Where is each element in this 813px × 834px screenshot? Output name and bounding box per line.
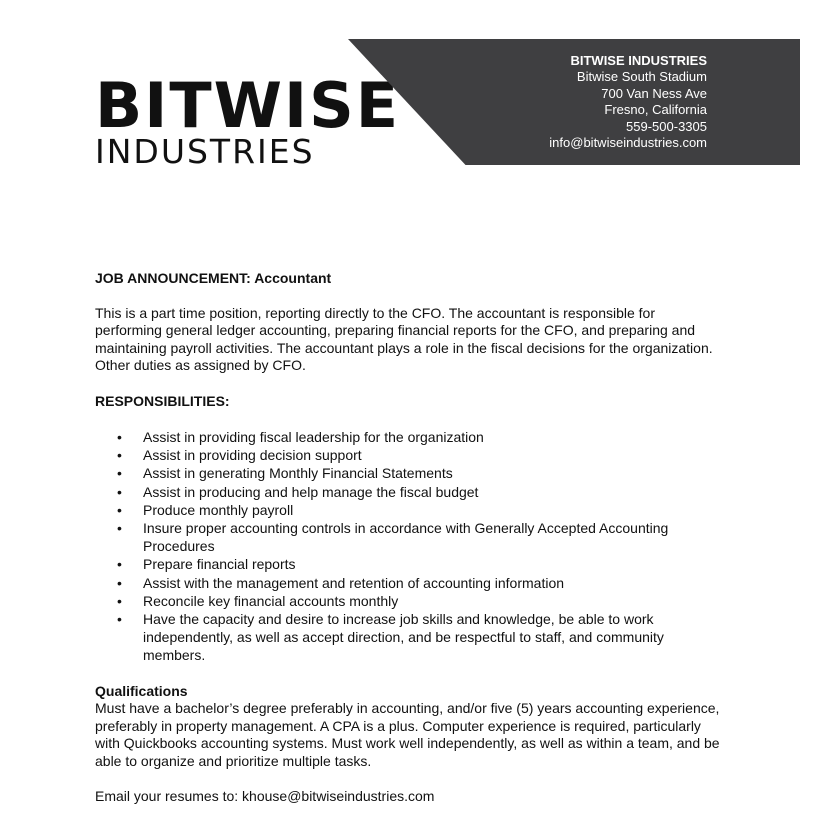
- phone-number: 559-500-3305: [626, 118, 707, 134]
- bullet-icon: •: [117, 556, 122, 573]
- responsibilities-list: [95, 428, 725, 665]
- logo-wordmark-top: BITWISE: [95, 69, 401, 142]
- bullet-icon: •: [117, 501, 122, 518]
- bullet-icon: •: [117, 483, 122, 500]
- list-item: • Have the capacity and desire to increase job skills and knowledge, be able to work independently, as well as accept direction, and be respectful to staff, and community members.: [117, 611, 664, 664]
- logo-wordmark-bottom: INDUSTRIES: [95, 132, 315, 171]
- bullet-icon: •: [117, 592, 122, 609]
- document-body: [95, 270, 725, 806]
- job-intro: This is a part time position, reporting directly to the CFO. The accountant is responsible for performing general ledger accounting, preparing financial reports for the CFO, and preparing and maintaining payroll activities. The accountant plays a role in the fiscal decisions for the organization. Other duties as assigned by CFO.: [95, 304, 713, 373]
- company-name: BITWISE INDUSTRIES: [570, 53, 707, 68]
- bullet-icon: •: [117, 611, 122, 628]
- list-item: • Produce monthly payroll: [117, 501, 294, 518]
- bullet-icon: •: [117, 447, 122, 464]
- list-item: • Insure proper accounting controls in accordance with Generally Accepted Accounting Procedures: [117, 520, 669, 555]
- list-item: • Reconcile key financial accounts monthly: [117, 592, 399, 609]
- responsibilities-heading: RESPONSIBILITIES:: [95, 392, 230, 409]
- bullet-icon: •: [117, 429, 122, 445]
- list-item: • Assist in producing and help manage the fiscal budget: [117, 483, 479, 500]
- list-item: • Assist in providing decision support: [117, 447, 362, 464]
- contact-email: info@bitwiseindustries.com: [549, 135, 707, 151]
- qualifications-heading: Qualifications: [95, 682, 188, 699]
- list-item: • Assist in providing fiscal leadership for the organization: [117, 429, 484, 445]
- bullet-icon: •: [117, 574, 122, 591]
- bullet-icon: •: [117, 520, 122, 537]
- address-line-street: 700 Van Ness Ave: [601, 85, 707, 101]
- list-item: • Assist in generating Monthly Financial Statements: [117, 465, 453, 482]
- company-contact-block: [549, 53, 707, 151]
- company-logo: [95, 69, 401, 171]
- qualifications-text: Must have a bachelor’s degree preferably in accounting, and/or five (5) years accounting experience, preferably in property management. A CPA is a plus. Computer experience is required, particularly with Quickbooks accounting systems. Must work well independently, as well as within a team, and be able to organize and prioritize multiple tasks.: [95, 700, 720, 769]
- bullet-icon: •: [117, 465, 122, 482]
- list-item: • Prepare financial reports: [117, 556, 296, 573]
- list-item: • Assist with the management and retention of accounting information: [117, 574, 565, 591]
- address-line-city: Fresno, California: [604, 102, 707, 118]
- address-line-venue: Bitwise South Stadium: [576, 69, 707, 85]
- job-title: JOB ANNOUNCEMENT: Accountant: [95, 270, 332, 286]
- email-resume-line: Email your resumes to: khouse@bitwiseindustries.com: [95, 788, 435, 805]
